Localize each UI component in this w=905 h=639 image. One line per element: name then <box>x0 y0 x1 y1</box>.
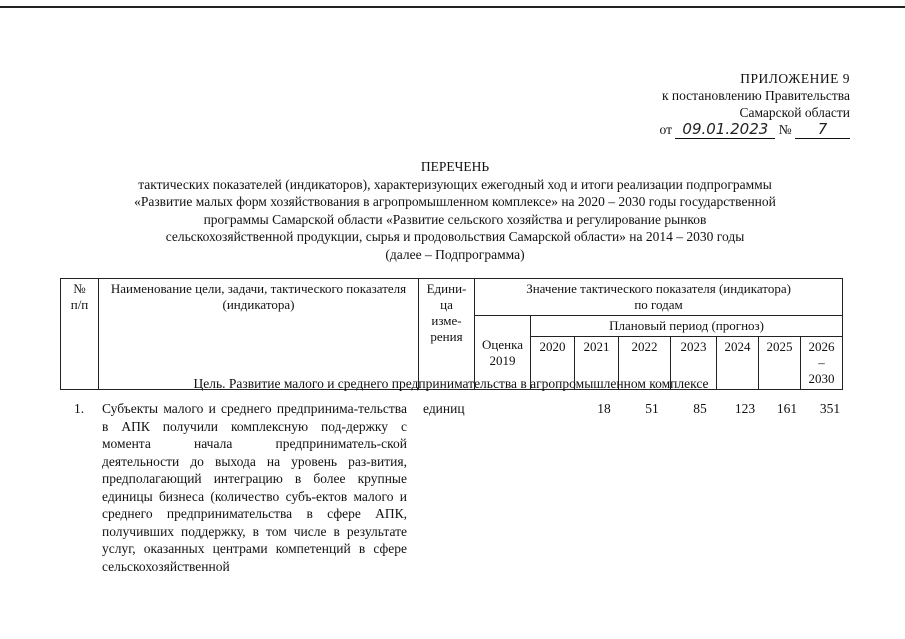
goal-row: Цель. Развитие малого и среднего предпринимательства в агропромышленном комплексе <box>193 376 709 391</box>
number-value: 7 <box>795 121 850 139</box>
year-2022: 2022 <box>619 337 671 390</box>
title-line-3: программы Самарской области «Развитие сельского хозяйства и регулирование рынков <box>203 211 707 227</box>
title-heading: ПЕРЕЧЕНЬ <box>420 159 490 174</box>
row-unit: единиц <box>423 401 465 416</box>
row-value-2025: 161 <box>776 401 798 416</box>
appendix-block <box>620 70 850 139</box>
title-line-1: тактических показателей (индикаторов), характеризующих ежегодный ход и итоги реализации подпрограммы <box>138 176 772 192</box>
title-line-2: «Развитие малых форм хозяйствования в агропромышленном комплексе» на 2020 – 2030 годы государственной <box>134 194 776 209</box>
appendix-resolution: к постановлению Правительства <box>661 88 850 103</box>
row-value-2022: 51 <box>645 401 659 416</box>
header-num: № п/п <box>61 279 99 390</box>
top-border-line <box>0 6 905 8</box>
header-estimate: Оценка 2019 <box>475 316 531 390</box>
year-2021: 2021 <box>575 337 619 390</box>
indicators-table-header <box>60 278 843 390</box>
title-line-5: (далее – Подпрограмма) <box>385 246 525 262</box>
appendix-date-line <box>620 121 850 139</box>
row-value-2026-2030: 351 <box>819 401 841 416</box>
row-value-2021: 18 <box>597 401 611 416</box>
header-plan: Плановый период (прогноз) <box>531 316 843 337</box>
header-unit: Едини- ца изме- рения <box>419 279 475 390</box>
year-2026-2030: 2026 – 2030 <box>801 337 843 390</box>
date-value: 09.01.2023 <box>675 121 775 139</box>
number-prefix: № <box>778 122 792 137</box>
year-2023: 2023 <box>671 337 717 390</box>
appendix-title: ПРИЛОЖЕНИЕ 9 <box>740 71 850 86</box>
date-prefix: от <box>659 122 672 137</box>
row-value-2023: 85 <box>693 401 707 416</box>
year-2025: 2025 <box>759 337 801 390</box>
appendix-region: Самарской области <box>739 105 850 120</box>
header-values: Значение тактического показателя (индикатора) по годам <box>475 279 843 316</box>
title-line-4: сельскохозяйственной продукции, сырья и продовольствия Самарской области» на 2014 – 2030 годы <box>165 229 745 244</box>
row-value-2024: 123 <box>734 401 756 416</box>
header-name: Наименование цели, задачи, тактического показателя (индикатора) <box>99 279 419 390</box>
year-2020: 2020 <box>531 337 575 390</box>
row-description: Субъекты малого и среднего предпринима-тельства в АПК получили комплексную под-держку с момента начала предприниматель-ской деятельности до выхода на уровень раз-вития, предполагающий интеграцию в более крупные единицы бизнеса (количество субъ-ектов малого и среднего предпринимательства в сфере АПК, получивших поддержку, в том числе в результате услуг, оказанных центрами компетенций в сфере сельскохозяйственной <box>102 401 407 574</box>
row-number: 1. <box>74 401 85 416</box>
document-title <box>60 158 850 263</box>
year-2024: 2024 <box>717 337 759 390</box>
